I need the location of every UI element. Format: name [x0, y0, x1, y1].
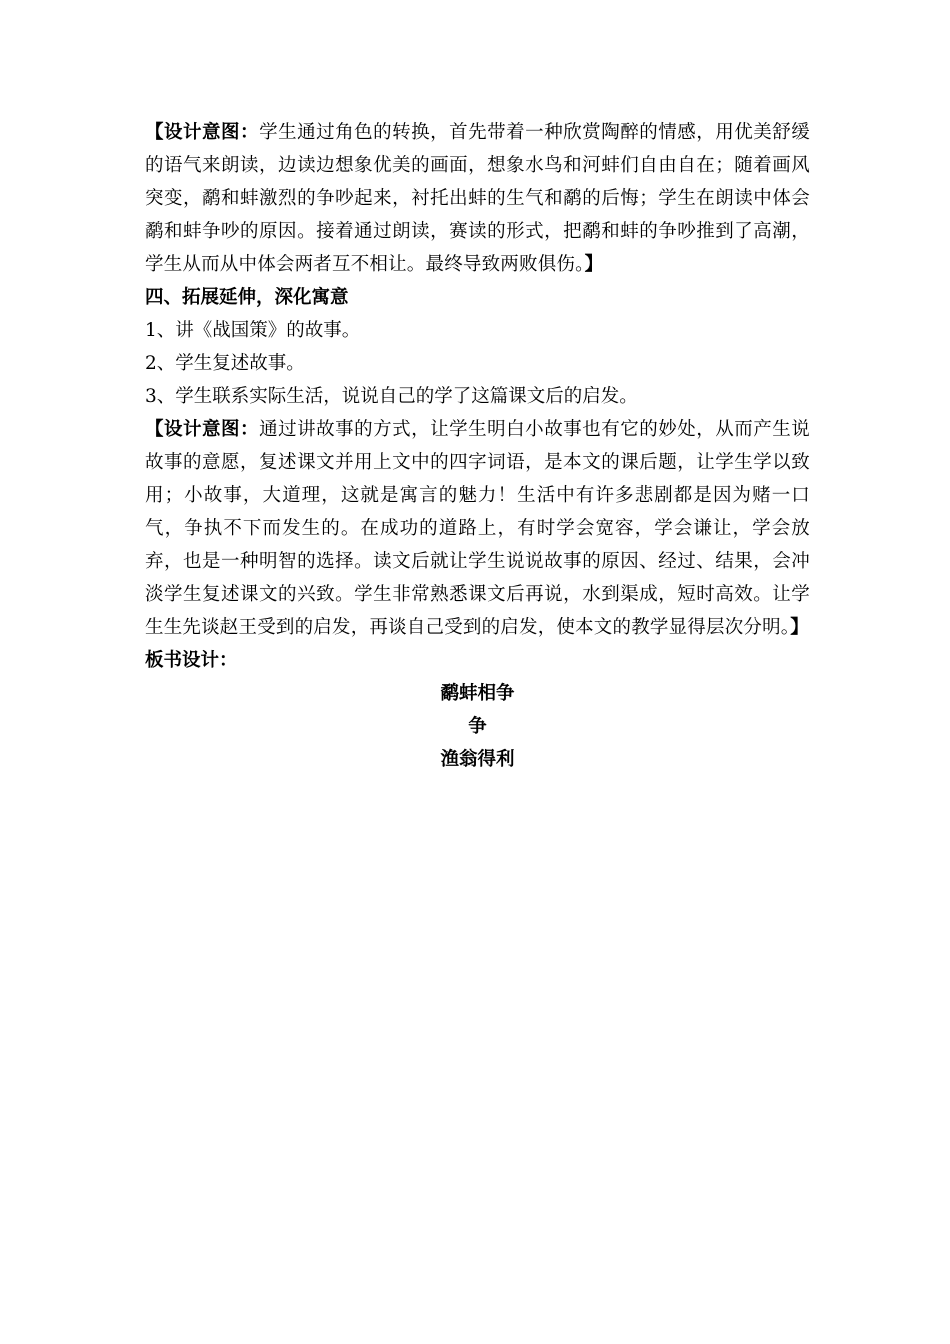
- list-item-1: 1、讲《战国策》的故事。: [145, 320, 361, 341]
- list-item-2: 2、学生复述故事。: [145, 353, 305, 374]
- document-page: [145, 116, 810, 776]
- board-line-2: 争: [468, 716, 487, 737]
- board-design-heading: 板书设计：: [145, 650, 238, 671]
- design-intent-label: 【设计意图：: [145, 419, 260, 440]
- board-line-1: 鹬蚌相争: [440, 683, 515, 704]
- board-line-3: 渔翁得利: [440, 749, 515, 770]
- design-intent-paragraph-2: [145, 413, 810, 644]
- section-heading-extension: 四、拓展延伸，深化寓意: [145, 287, 349, 308]
- design-intent-text: 通过讲故事的方式，让学生明白小故事也有它的妙处，从而产生说故事的意愿，复述课文并用上文中的四字词语，是本文的课后题，让学生学以致用；小故事，大道理，这就是寓言的魅力！生活中有许多悲剧都是因为赌一口气，争执不下而发生的。在成功的道路上，有时学会宽容，学会谦让，学会放弃，也是一种明智的选择。读文后就让学生说说故事的原因、经过、结果，会冲淡学生复述课文的兴致。学生非常熟悉课文后再说，水到渠成，短时高效。让学生生先谈赵王受到的启发，再谈自己受到的启发，使本文的教学显得层次分明。: [145, 419, 810, 638]
- list-item-3: 3、学生联系实际生活，说说自己的学了这篇课文后的启发。: [145, 386, 638, 407]
- blackboard-layout: [145, 677, 810, 776]
- design-intent-label: 【设计意图：: [145, 122, 260, 143]
- design-intent-paragraph-1: [145, 116, 810, 281]
- design-intent-text: 学生通过角色的转换，首先带着一种欣赏陶醉的情感，用优美舒缓的语气来朗读，边读边想象优美的画面，想象水鸟和河蚌们自由自在；随着画风突变，鹬和蚌激烈的争吵起来，衬托出蚌的生气和鹬的后悔；学生在朗读中体会鹬和蚌争吵的原因。接着通过朗读，赛读的形式，把鹬和蚌的争吵推到了高潮，学生从而从中体会两者互不相让。最终导致两败俱伤。: [145, 122, 810, 275]
- design-intent-close: 】: [584, 254, 604, 275]
- design-intent-close: 】: [790, 617, 809, 638]
